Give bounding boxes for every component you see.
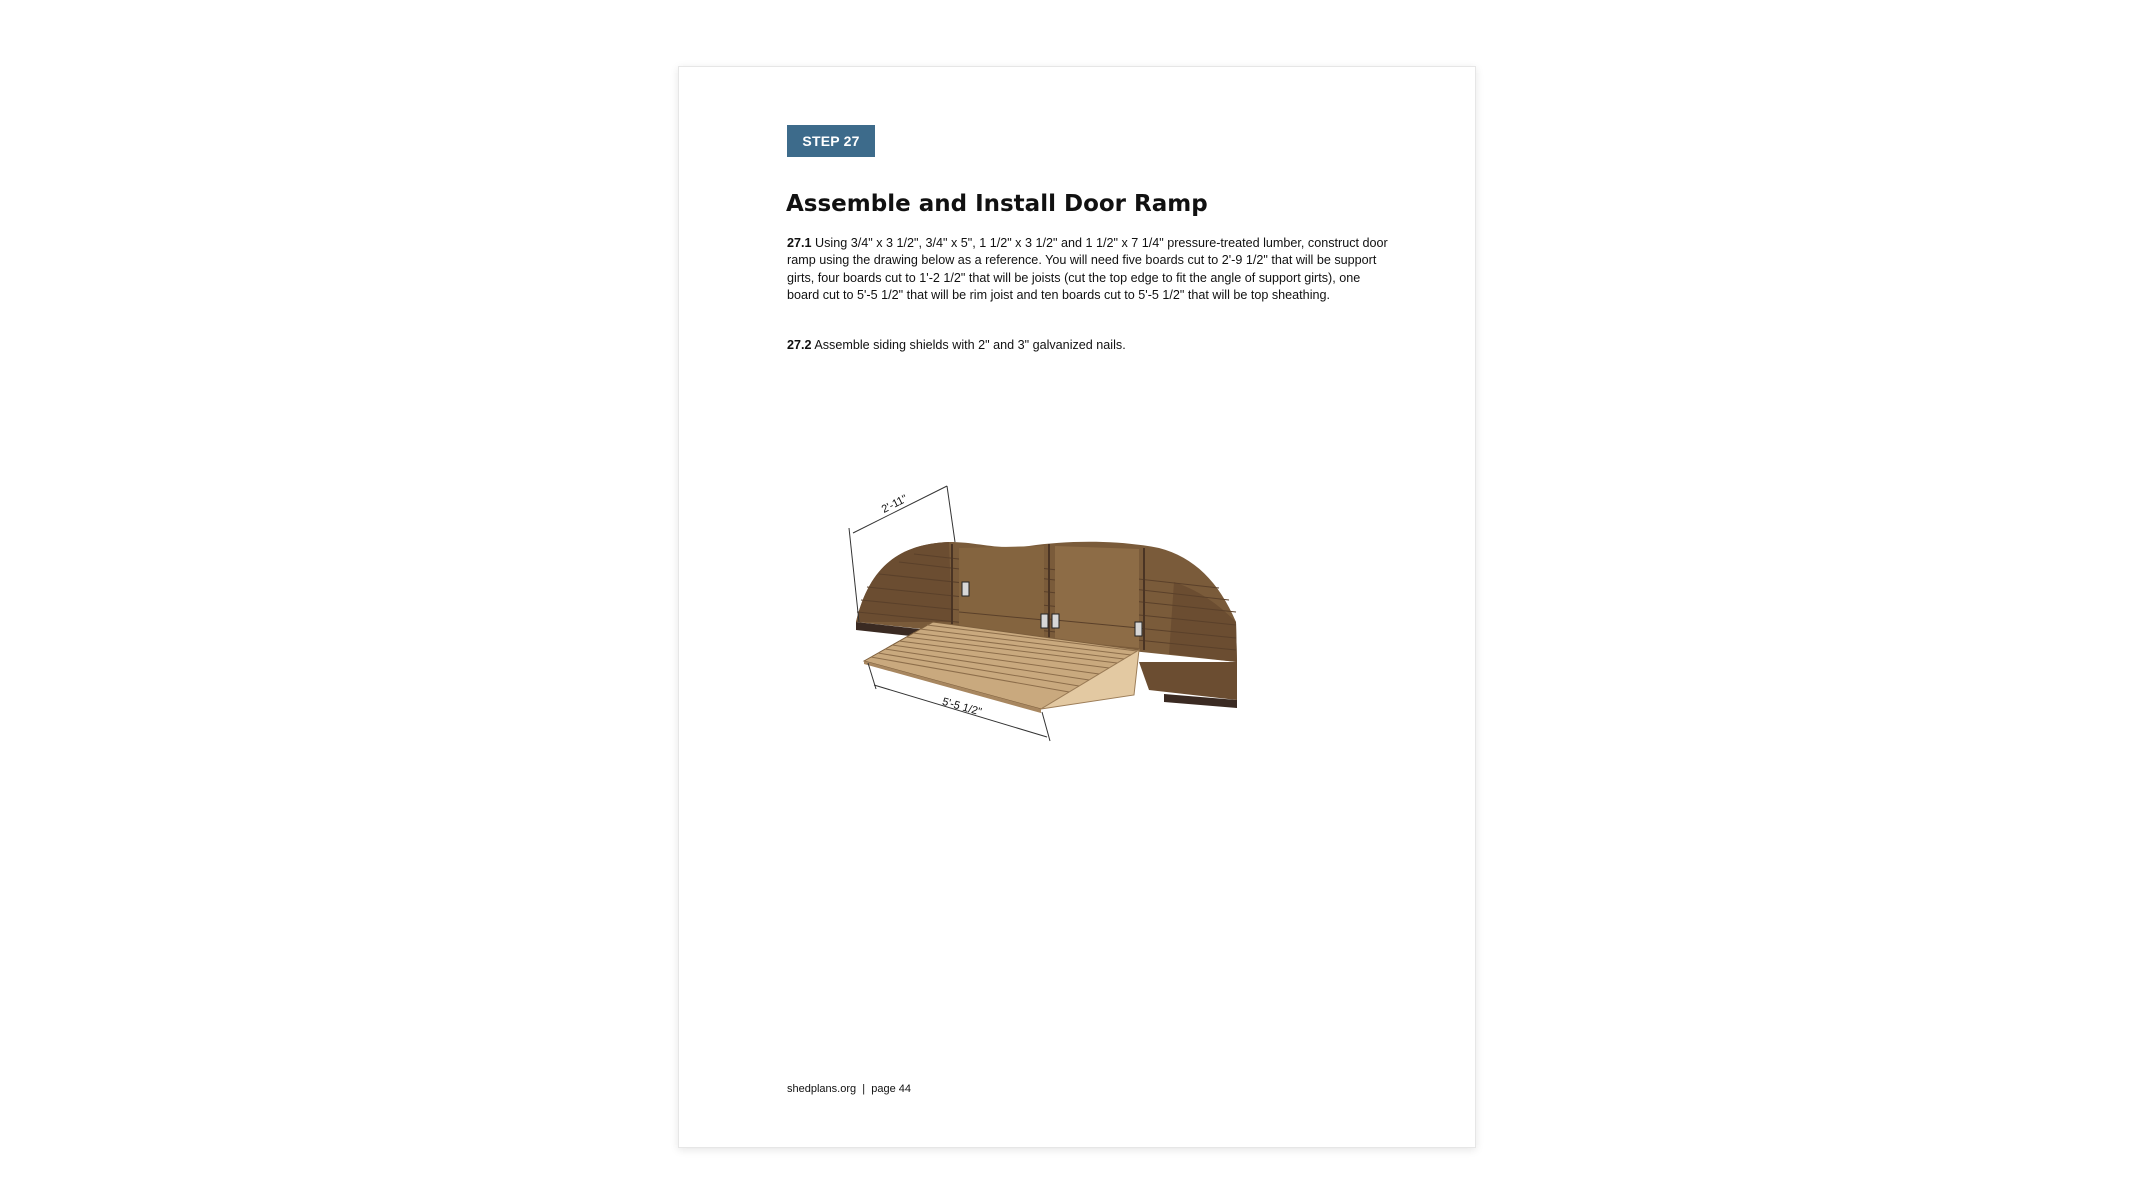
step-text: Assemble siding shields with 2" and 3" galvanized nails. <box>814 338 1126 352</box>
step-number: 27.1 <box>787 236 812 250</box>
footer-separator: | <box>862 1083 866 1095</box>
step-text: Using 3/4" x 3 1/2", 3/4" x 5", 1 1/2" x 3 1/2" and 1 1/2" x 7 1/4" pressure-treated lumber, construct door ramp using the drawing below as a reference. You will need five boards cut to 2'-9 1/2" that will be support girts, four boards cut to 1'-2 1/2" that will be joists (cut the top edge to fit the angle of support girts), one board cut to 5'-5 1/2" that will be rim joist and ten boards cut to 5'-5 1/2" that will be top sheathing. <box>787 236 1388 303</box>
page-footer <box>787 1083 911 1095</box>
instruction-27-1 <box>787 235 1393 305</box>
page-title: Assemble and Install Door Ramp <box>786 191 1208 217</box>
dimension-label-width: 5'-5 1/2" <box>940 695 983 719</box>
door-ramp-illustration <box>819 462 1329 862</box>
instruction-27-2 <box>787 337 1393 354</box>
dimension-label-depth: 2'-11" <box>879 492 910 516</box>
footer-page-number: page 44 <box>871 1083 911 1095</box>
step-number: 27.2 <box>787 338 812 352</box>
document-page <box>678 66 1476 1148</box>
footer-site: shedplans.org <box>787 1083 857 1095</box>
step-badge: STEP 27 <box>787 125 875 157</box>
